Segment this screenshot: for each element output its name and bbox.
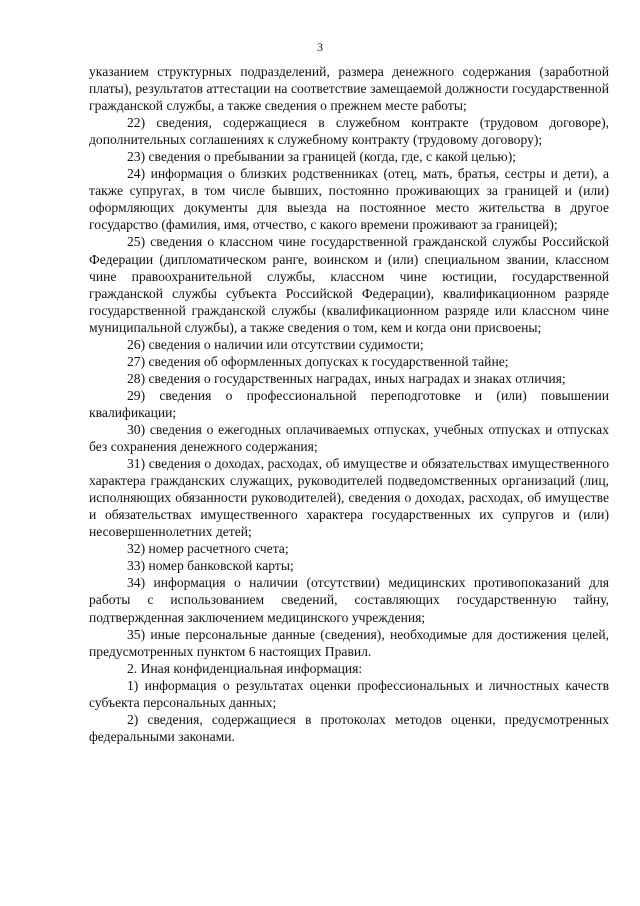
list-item-24: 24) информация о близких родственниках (отец, мать, братья, сестры и дети), а также супругах, в том числе бывших, постоянно проживающих за границей и (или) оформляющих документы для выезда на постоянное место жительства в другое государство (фамилия, имя, отчество, с какого времени проживают за границей); (89, 166, 609, 233)
list-item-30: 30) сведения о ежегодных оплачиваемых отпусках, учебных отпусках и отпусках без сохранения денежного содержания; (89, 421, 609, 455)
list-item-34: 34) информация о наличии (отсутствии) медицинских противопоказаний для работы с использованием сведений, составляющих государственную тайну, подтвержденная заключением медицинского учреждения; (89, 575, 609, 625)
paragraph-continuation: указанием структурных подразделений, размера денежного содержания (заработной платы), результатов аттестации на соответствие замещаемой должности государственной гражданской службы, а также сведения о прежнем месте работы; (89, 64, 609, 114)
list-item-32: 32) номер расчетного счета; (127, 541, 289, 557)
list-item-35: 35) иные персональные данные (сведения), необходимые для достижения целей, предусмотренных пунктом 6 настоящих Правил. (89, 626, 609, 659)
list-item-31: 31) сведения о доходах, расходах, об имуществе и обязательствах имущественного характера гражданских служащих, руководителей подведомственных организаций (лиц, исполняющих обязанности руководителей), сведения о доходах, расходах, об имуществе и обязательствах имущественного характера государственных их супругов и (или) несовершеннолетних детей; (89, 456, 609, 540)
sublist-item-2: 2) сведения, содержащиеся в протоколах методов оценки, предусмотренных федеральными законами. (89, 711, 609, 744)
list-item-29: 29) сведения о профессиональной переподготовке и (или) повышении квалификации; (89, 387, 609, 420)
sublist-item-1: 1) информация о результатах оценки профессиональных и личностных качеств субъекта персональных данных; (89, 677, 609, 710)
list-item-22: 22) сведения, содержащиеся в служебном контракте (трудовом договоре), дополнительных соглашениях к служебному контракту (трудовому договору); (89, 115, 609, 148)
page-number: 3 (317, 40, 323, 54)
list-item-27: 27) сведения об оформленных допусках к государственной тайне; (127, 353, 509, 369)
list-item-26: 26) сведения о наличии или отсутствии судимости; (127, 336, 424, 352)
list-item-28: 28) сведения о государственных наградах, иных наградах и знаках отличия; (127, 370, 566, 386)
list-item-33: 33) номер банковской карты; (127, 558, 294, 574)
section-heading-2: 2. Иная конфиденциальная информация: (127, 660, 363, 676)
list-item-25: 25) сведения о классном чине государственной гражданской службы Российской Федерации (дипломатическом ранге, воинском и (или) специальном звании, классном чине правоохранительной службы, классном чине юстиции, государственной гражданской службы субъекта Российской Федерации), квалификационном разряде государственной гражданской службы (квалификационном разряде или классном чине муниципальной службы), а также сведения о том, кем и когда они присвоены; (89, 234, 609, 335)
document-body (89, 63, 609, 745)
list-item-23: 23) сведения о пребывании за границей (когда, где, с какой целью); (127, 149, 517, 165)
